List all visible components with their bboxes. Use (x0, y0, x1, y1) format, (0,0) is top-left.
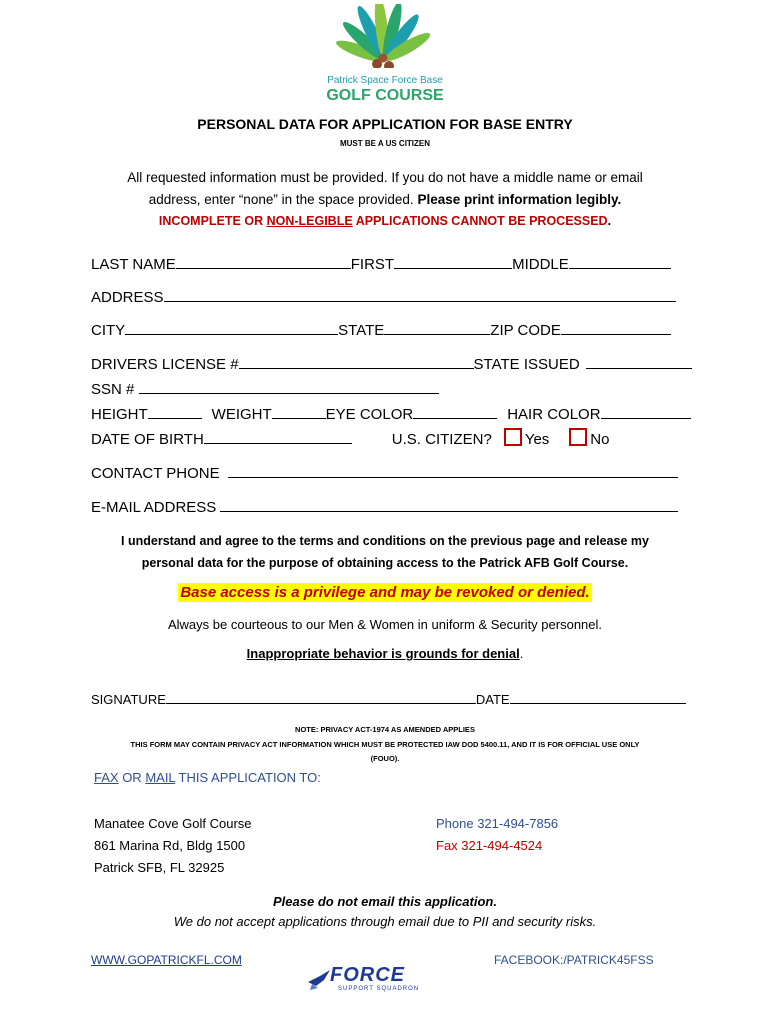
force-logo-text: FORCE (330, 964, 405, 986)
warning-part3: APPLICATIONS CANNOT BE PROCESSED (352, 214, 608, 228)
signature-label: SIGNATURE (91, 692, 166, 707)
fax-number: Fax 321-494-4524 (436, 838, 543, 853)
contact-phone-label: CONTACT PHONE (91, 465, 220, 482)
contact-numbers (436, 813, 558, 857)
privacy-note: NOTE: PRIVACY ACT-1974 AS AMENDED APPLIES (295, 725, 475, 734)
height-field[interactable] (148, 402, 202, 419)
denial-period: . (519, 646, 524, 661)
intro-line2 (0, 192, 770, 207)
warning-period: . (607, 214, 612, 228)
date-label: DATE (475, 692, 510, 707)
website-link[interactable]: WWW.GOPATRICKFL.COM (91, 953, 242, 967)
privilege-highlight: Base access is a privilege and may be revoked or denied. (180, 584, 590, 601)
zip-field[interactable] (561, 318, 671, 335)
last-name-field[interactable] (176, 252, 351, 269)
citizen-no-checkbox[interactable] (569, 428, 587, 446)
eye-color-field[interactable] (413, 402, 497, 419)
ssn-label: SSN # (91, 381, 135, 398)
street-address: 861 Marina Rd, Bldg 1500 (94, 838, 246, 853)
citizen-yes-label: Yes (524, 431, 550, 448)
city-field[interactable] (125, 318, 338, 335)
name-row (91, 252, 671, 273)
ssn-field[interactable] (139, 377, 439, 394)
courtesy-line: Always be courteous to our Men & Women in uniform & Security personnel. (167, 617, 603, 632)
send-heading (94, 770, 321, 785)
send-or: OR (118, 770, 146, 785)
golf-course-logo (320, 4, 450, 102)
logo-line1: Patrick Space Force Base (327, 75, 443, 86)
palm-leaves-icon (320, 4, 450, 68)
dob-field[interactable] (204, 427, 352, 444)
phone-row (91, 461, 678, 482)
force-logo-subtext: SUPPORT SQUADRON (338, 986, 420, 992)
denial-line (0, 646, 770, 661)
city-row (91, 318, 671, 339)
citizen-label: U.S. CITIZEN? (391, 431, 492, 448)
denial-text: Inappropriate behavior is grounds for denial (246, 646, 520, 661)
contact-phone-field[interactable] (228, 461, 678, 478)
middle-name-field[interactable] (569, 252, 671, 269)
city-label: CITY (91, 322, 126, 339)
weight-field[interactable] (272, 402, 326, 419)
middle-name-label: MIDDLE (512, 256, 569, 273)
weight-label: WEIGHT (211, 406, 272, 423)
email-label: E-MAIL ADDRESS (91, 499, 217, 516)
physical-row (91, 402, 691, 423)
pii-note: We do not accept applications through email due to PII and security risks. (173, 914, 597, 929)
warning-part2: NON-LEGIBLE (266, 214, 353, 228)
email-field[interactable] (220, 495, 678, 512)
state-field[interactable] (384, 318, 490, 335)
citizen-no-label: No (590, 431, 610, 448)
email-row (91, 495, 678, 516)
page-title: PERSONAL DATA FOR APPLICATION FOR BASE ENTRY (197, 116, 573, 132)
course-name: Manatee Cove Golf Course (94, 816, 252, 831)
height-label: HEIGHT (91, 406, 148, 423)
eye-color-label: EYE COLOR (325, 406, 414, 423)
dob-label: DATE OF BIRTH (91, 431, 204, 448)
address-label: ADDRESS (91, 289, 164, 306)
signature-field[interactable] (166, 689, 476, 704)
privacy-line2: (FOUO). (370, 754, 400, 763)
warning-part1: INCOMPLETE OR (158, 214, 267, 228)
address-row (91, 285, 676, 306)
drivers-license-field[interactable] (239, 352, 474, 369)
signature-row (91, 689, 686, 707)
intro-line2-bold: Please print information legibly. (417, 192, 622, 207)
incomplete-warning (0, 214, 770, 228)
mailing-address (94, 813, 252, 879)
zip-label: ZIP CODE (490, 322, 561, 339)
privilege-highlight-wrap (0, 584, 770, 602)
state-issued-label: STATE ISSUED (473, 356, 580, 373)
phone-number: Phone 321-494-7856 (436, 816, 559, 831)
agreement-line1: I understand and agree to the terms and conditions on the previous page and release my (121, 534, 649, 548)
hair-color-label: HAIR COLOR (507, 406, 601, 423)
page-subtitle: MUST BE A US CITIZEN (339, 139, 431, 148)
ssn-row (91, 377, 439, 398)
drivers-license-label: DRIVERS LICENSE # (91, 356, 239, 373)
city-state-zip: Patrick SFB, FL 32925 (94, 860, 225, 875)
fax-link[interactable]: FAX (94, 770, 119, 785)
citizen-yes-checkbox[interactable] (504, 428, 522, 446)
no-email-note: Please do not email this application. (273, 894, 497, 909)
hair-color-field[interactable] (601, 402, 691, 419)
agreement-line2: personal data for the purpose of obtaining access to the Patrick AFB Golf Course. (141, 556, 629, 570)
state-issued-field[interactable] (586, 352, 692, 369)
mail-link[interactable]: MAIL (145, 770, 176, 785)
first-name-field[interactable] (394, 252, 512, 269)
last-name-label: LAST NAME (91, 256, 176, 273)
license-row (91, 352, 692, 373)
first-name-label: FIRST (350, 256, 395, 273)
state-label: STATE (338, 322, 385, 339)
facebook-link[interactable]: FACEBOOK:/PATRICK45FSS (494, 953, 654, 967)
logo-line2: GOLF COURSE (326, 87, 444, 104)
send-rest: THIS APPLICATION TO: (175, 770, 321, 785)
date-field[interactable] (510, 689, 686, 704)
intro-line1: All requested information must be provided. If you do not have a middle name or email (127, 170, 643, 185)
force-support-logo (306, 962, 426, 996)
dob-row (91, 427, 609, 448)
jet-icon (306, 966, 332, 992)
privacy-line1: THIS FORM MAY CONTAIN PRIVACY ACT INFORMATION WHICH MUST BE PROTECTED IAW DOD 5400.11, AND IT IS FOR OFFICIAL USE ONLY (130, 740, 640, 749)
address-field[interactable] (164, 285, 676, 302)
intro-line2-text: address, enter “none” in the space provided. (148, 192, 418, 207)
